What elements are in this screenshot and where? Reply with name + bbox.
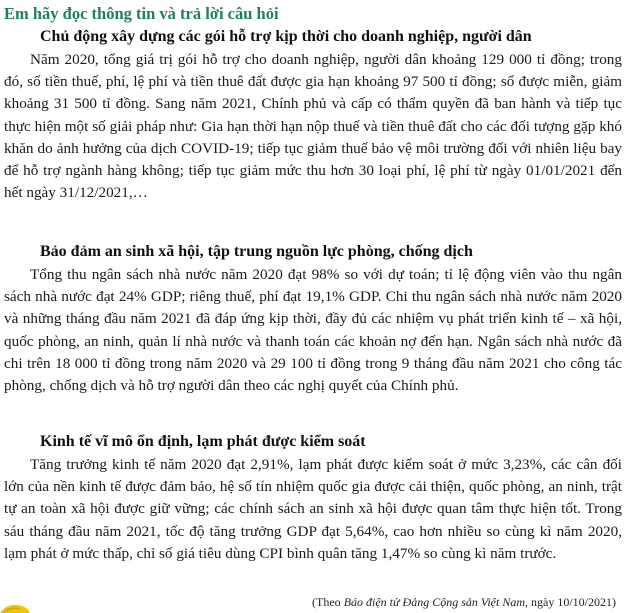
section-title-social-security: Bảo đảm an sinh xã hội, tập trung nguồn lực phòng, chống dịch: [40, 243, 473, 260]
source-citation: [312, 594, 616, 610]
section-body-social-security: [4, 264, 622, 397]
corner-decoration-icon: [0, 600, 30, 613]
section-title-macro-economy: Kinh tế vĩ mô ổn định, lạm phát được kiểm soát: [40, 433, 366, 450]
source-publication: Báo điện tử Đảng Cộng sản Việt Nam: [343, 595, 525, 609]
page-heading: Em hãy đọc thông tin và trả lời câu hỏi: [4, 4, 279, 23]
section-body-macro-economy: [4, 454, 622, 565]
source-suffix: , ngày 10/10/2021): [525, 595, 616, 609]
section-body-support-packages: [4, 49, 622, 204]
source-prefix: (Theo: [312, 595, 344, 609]
paragraph-social-security: Tổng thu ngân sách nhà nước năm 2020 đạt 98% so với dự toán; tỉ lệ động viên vào thu ngân sách nhà nước đạt 24% GDP; riêng thuế, phí đạt 19,1% GDP. Chi thu ngân sách nhà nước năm 2020 và những tháng đầu năm 2021 đã đáp ứng kịp thời, đầy đủ các nhiệm vụ phát triển kinh tế – xã hội, quốc phòng, an ninh, quản lí nhà nước và thanh toán các khoản nợ đến hạn. Ngân sách nhà nước đã chi trên 18 000 tỉ đồng trong năm 2020 và 29 100 tỉ đồng trong 9 tháng đầu năm 2021 cho công tác phòng, chống dịch và hỗ trợ người dân theo các nghị quyết của Chính phủ.: [4, 266, 622, 395]
paragraph-macro-economy: Tăng trưởng kinh tế năm 2020 đạt 2,91%, lạm phát được kiểm soát ở mức 3,23%, các cân đối lớn của nền kinh tế được đảm bảo, hệ số tín nhiệm quốc gia được cải thiện, quốc phòng, an ninh, trật tự an toàn xã hội được giữ vững; các chính sách an sinh xã hội được quan tâm thực hiện tốt. Trong sáu tháng đầu năm 2021, tốc độ tăng trưởng GDP đạt 5,64%, cao hơn nhiều so cùng kì năm 2020, lạm phát ở mức thấp, chỉ số giá tiêu dùng CPI bình quân tăng 1,47% so cùng kì năm trước.: [4, 456, 622, 562]
paragraph-support-packages: Năm 2020, tổng giá trị gói hỗ trợ cho doanh nghiệp, người dân khoảng 129 000 tỉ đồng; trong đó, số tiền thuế, phí, lệ phí và tiền thuê đất được gia hạn khoảng 97 500 tỉ đồng; số được miễn, giảm khoảng 31 500 tỉ đồng. Sang năm 2021, Chính phủ và cấp có thẩm quyền đã ban hành và tiếp tục thực hiện một số giải pháp như: Gia hạn thời hạn nộp thuế và tiền thuê đất cho các đối tượng gặp khó khăn do ảnh hưởng của dịch COVID-19; tiếp tục giảm thuế bảo vệ môi trường đối với nhiên liệu bay để hỗ trợ ngành hàng không; tiếp tục giảm mức thu hơn 30 loại phí, lệ phí từ ngày 01/01/2021 đến hết ngày 31/12/2021,…: [4, 51, 622, 202]
section-title-support-packages: Chủ động xây dựng các gói hỗ trợ kịp thời cho doanh nghiệp, người dân: [40, 28, 532, 45]
